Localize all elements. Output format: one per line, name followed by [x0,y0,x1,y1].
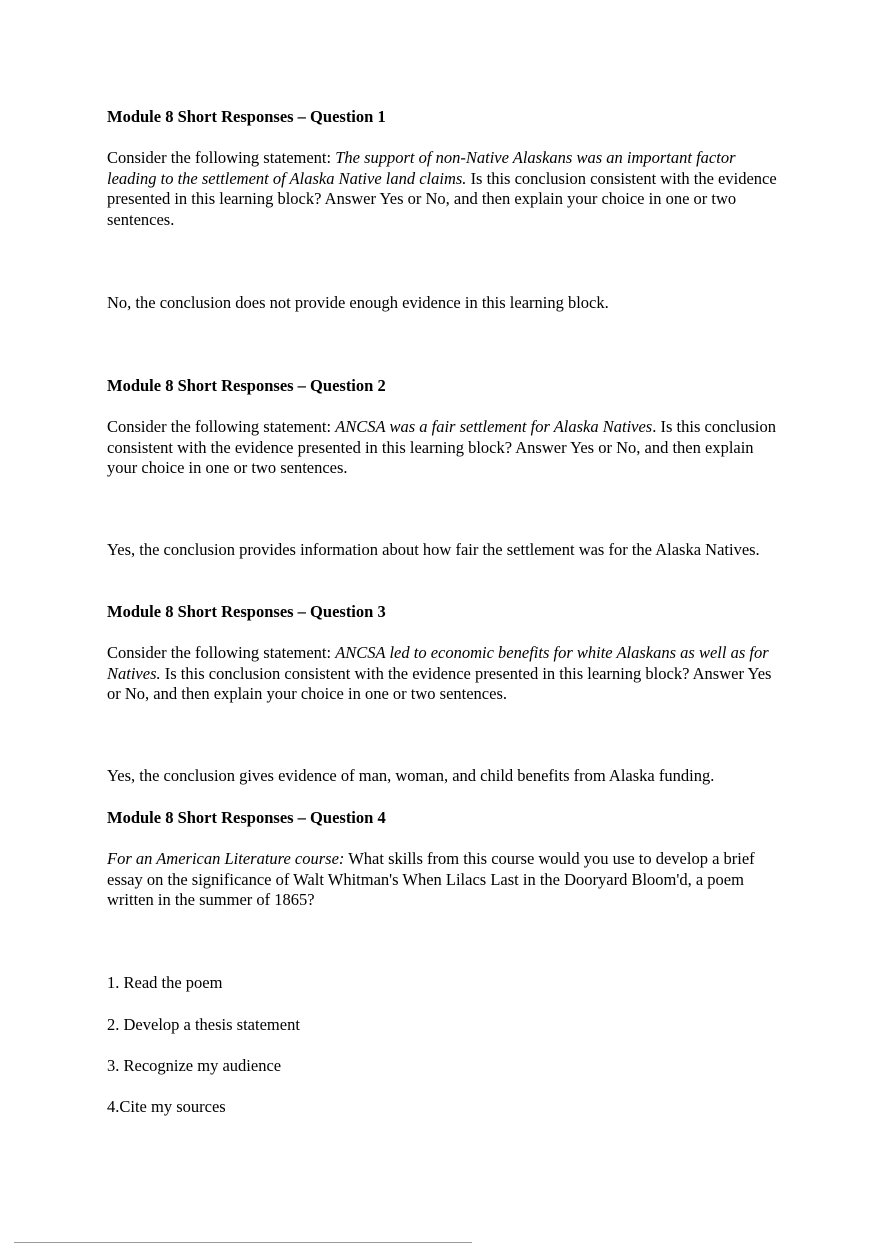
question-3-prompt-lead: Consider the following statement: [107,643,336,662]
question-2-answer: Yes, the conclusion provides information about how fair the settlement was for the Alaska Natives. [107,540,760,559]
question-3-statement: ANCSA led to economic benefits for white Alaskans as well as for Natives. [107,643,769,683]
question-1-answer: No, the conclusion does not provide enough evidence in this learning block. [107,293,609,312]
question-1-statement: The support of non-Native Alaskans was an important factor leading to the settlement of Alaska Native land claims. [107,148,736,188]
question-1-heading: Module 8 Short Responses – Question 1 [107,107,386,126]
question-3-heading: Module 8 Short Responses – Question 3 [107,602,386,621]
question-4-prompt [107,849,777,911]
question-1-prompt-lead: Consider the following statement: [107,148,336,167]
question-2-prompt [107,417,777,479]
answer-list-item: 4.Cite my sources [107,1097,226,1116]
question-1-prompt [107,148,777,230]
answer-list-item: 3. Recognize my audience [107,1056,282,1075]
question-1-prompt-rest: Is this conclusion consistent with the evidence presented in this learning block? Answer Yes or No, and then explain your choice in one or two sentences. [107,168,777,229]
question-2-heading: Module 8 Short Responses – Question 2 [107,376,386,395]
question-2-prompt-lead: Consider the following statement: [107,417,336,436]
answer-list-item: 1. Read the poem [107,973,223,992]
question-2-prompt-rest: . Is this conclusion consistent with the evidence presented in this learning block? Answer Yes or No, and then explain your choice in one or two sentences. [107,417,776,477]
question-4-heading: Module 8 Short Responses – Question 4 [107,808,386,827]
answer-list-item: 2. Develop a thesis statement [107,1015,300,1034]
question-3-answer: Yes, the conclusion gives evidence of man, woman, and child benefits from Alaska funding. [107,766,715,785]
footer-divider [14,1242,472,1243]
question-3-prompt [107,643,777,705]
question-4-course-label: For an American Literature course: [107,849,345,868]
question-4-prompt-rest: What skills from this course would you use to develop a brief essay on the significance of Walt Whitman's When Lilacs Last in the Dooryard Bloom'd, a poem written in the summer of 1865? [107,849,755,909]
question-3-prompt-rest: Is this conclusion consistent with the evidence presented in this learning block? Answer Yes or No, and then explain your choice in one or two sentences. [107,663,772,703]
question-2-statement: ANCSA was a fair settlement for Alaska Natives [335,417,653,436]
